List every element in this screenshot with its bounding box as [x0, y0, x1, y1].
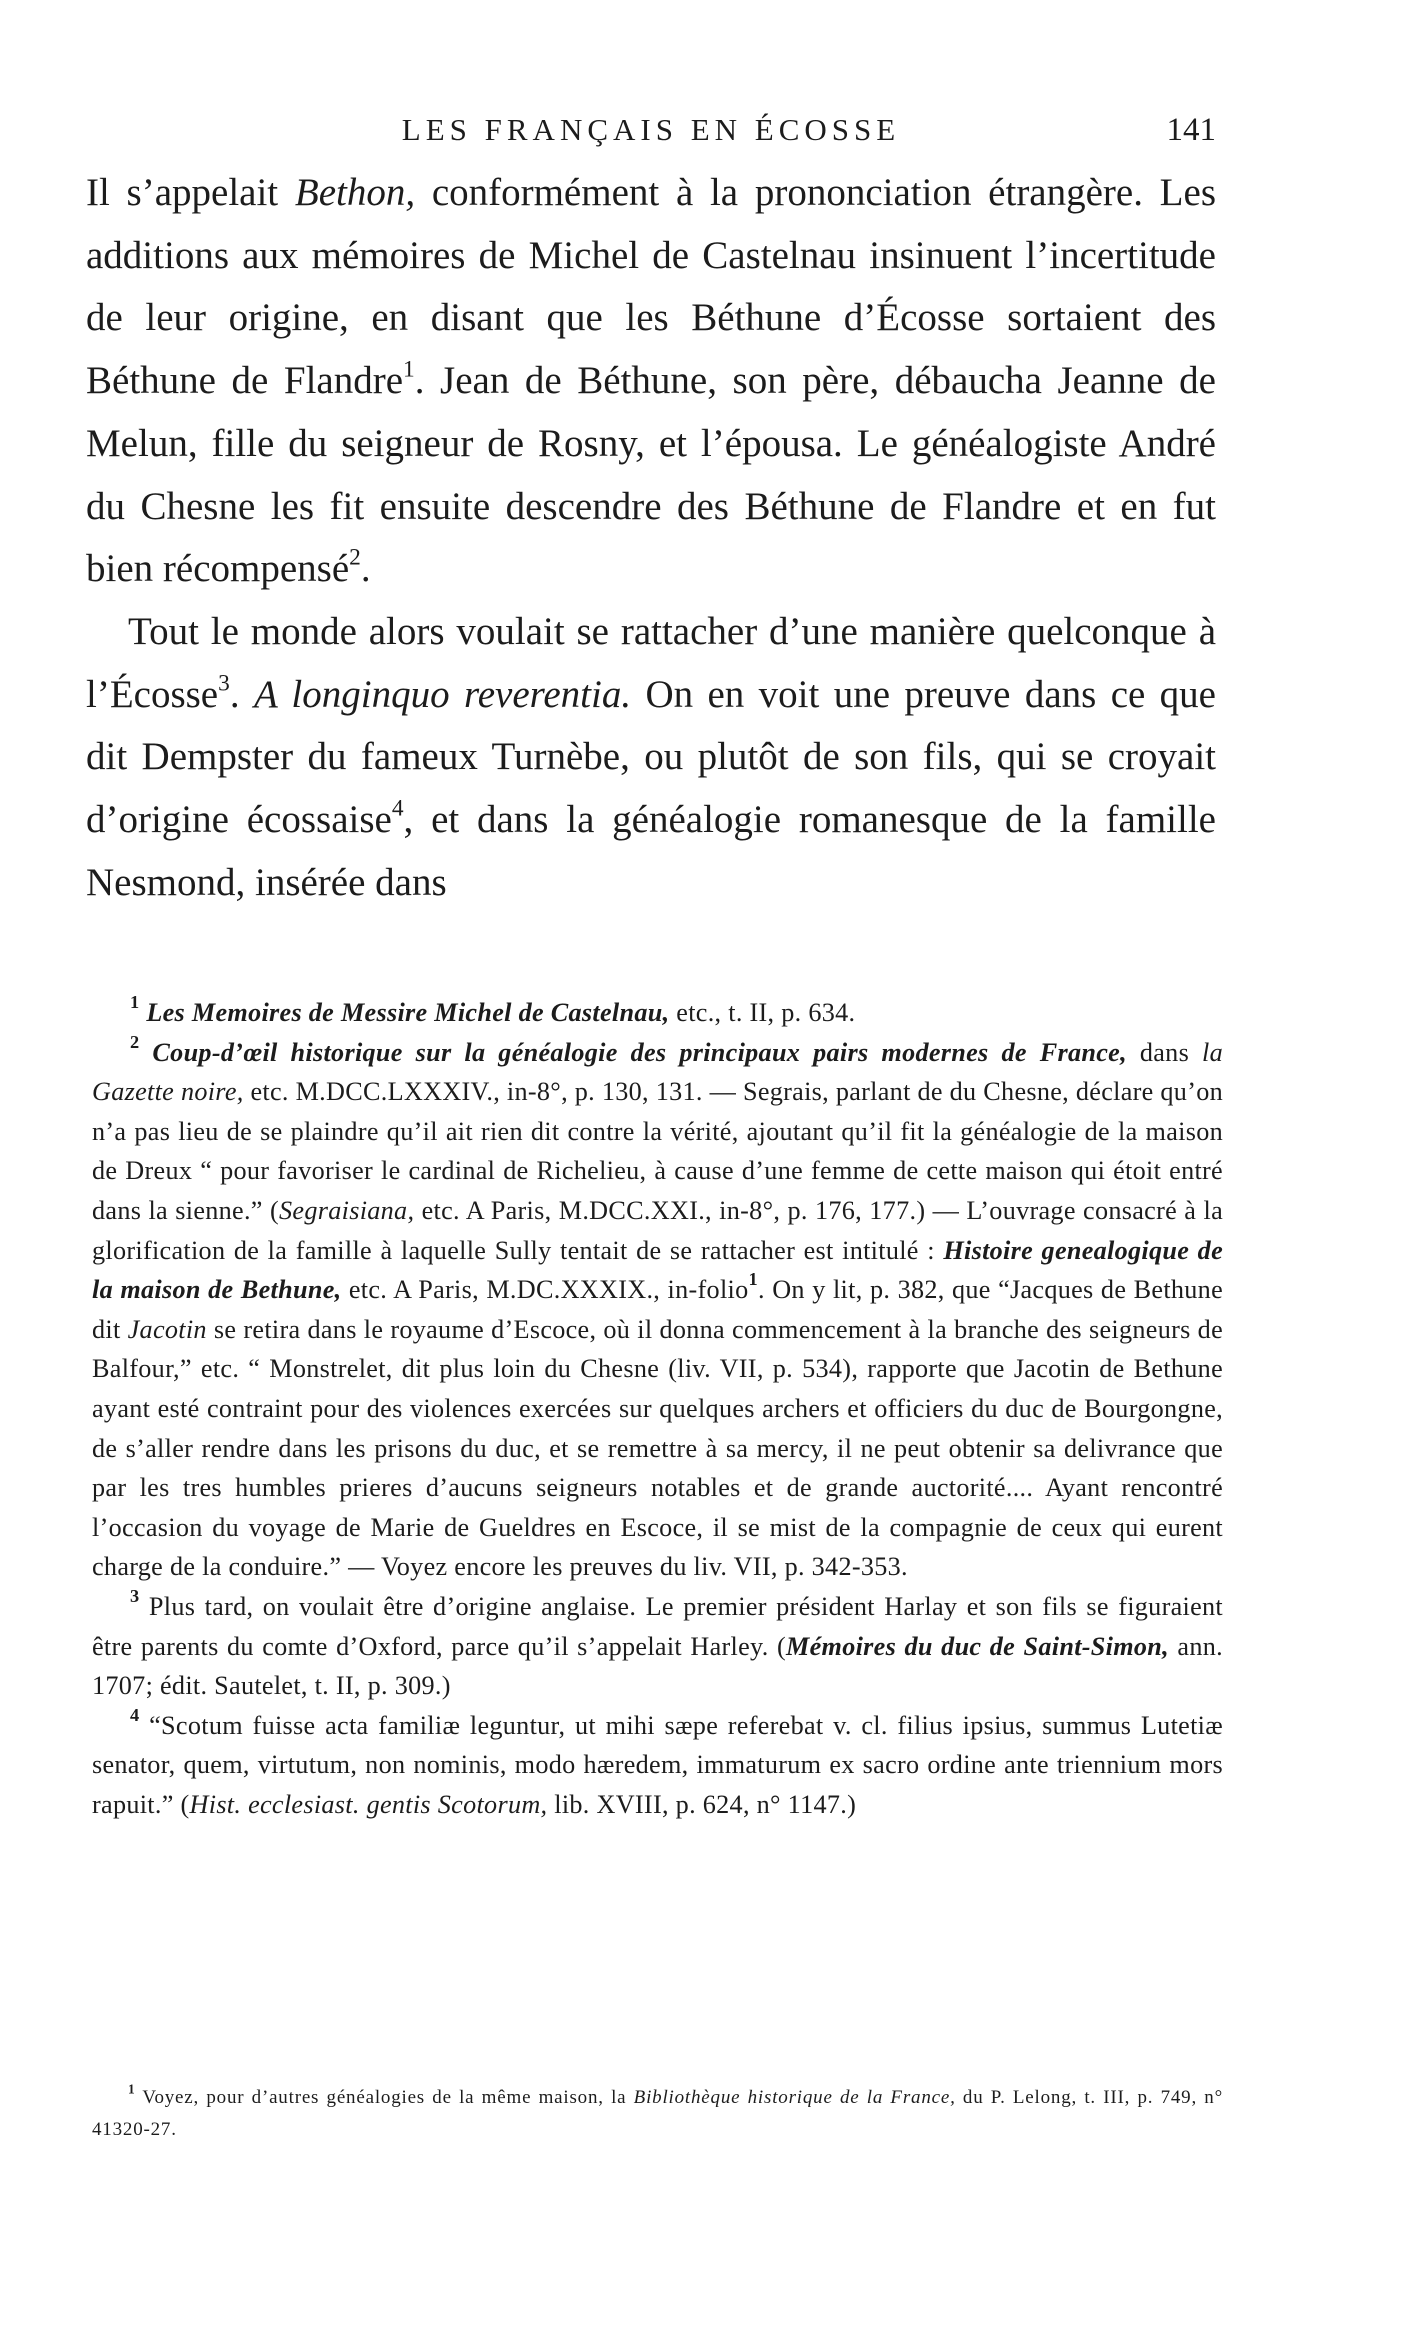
subnote-ref: 1 [748, 1269, 758, 1290]
text-run: On en voit une preuve dans ce que dit Dempster du fameux Turnèbe, ou plutôt de son fils, qui se croyait d’origine écossaise [86, 672, 1216, 842]
title-italic: Hist. ecclesiast. gentis Scotorum, [189, 1789, 548, 1819]
text-run: Il s’appelait [86, 171, 295, 214]
title-italic: Coup-d’œil historique sur la généalogie des principaux pairs modernes de France, [152, 1037, 1127, 1067]
sub-footnote-1 [92, 2082, 1223, 2146]
text-run: etc. A Paris, M.DC.XXXIX., in-folio [341, 1275, 749, 1305]
text-run: “Scotum fuisse acta familiæ leguntur, ut mihi sæpe referebat v. cl. filius ipsius, summus Lutetiæ senator, quem, virtutum, non nominis, modo hæredem, immaturum ex sacro ordine ante triennium mors rapuit.” ( [92, 1710, 1223, 1819]
name-italic: Jacotin [127, 1314, 207, 1344]
text-run: , et dans la généalogie romanesque de la famille Nesmond, insérée dans [86, 798, 1216, 904]
text-run: . Jean de Béthune, son père, débaucha Jeanne de Melun, fille du seigneur de Rosny, et l’épousa. Le généalogiste André du Chesne les fit ensuite descendre des Béthune de Flandre et en fut bien récompensé [86, 359, 1216, 591]
title-italic: Bibliothèque historique de la France, [633, 2087, 956, 2108]
footnote-mark: 1 [128, 2081, 136, 2097]
title-italic: Histoire genealogique de la maison de Bethune, [92, 1235, 1224, 1305]
footnote-mark: 3 [130, 1586, 140, 1607]
text-run: etc., t. II, p. 634. [669, 998, 856, 1027]
text-run: lib. XVIII, p. 624, n° 1147.) [547, 1789, 857, 1819]
footnote-ref: 2 [349, 544, 361, 571]
text-run: . On y lit, p. 382, que “Jacques de Bethune dit [92, 1275, 1224, 1344]
footnote-ref: 1 [403, 356, 415, 383]
text-run: conformément à la prononciation étrangère. Les additions aux mémoires de Michel de Castelnau insinuent l’incertitude de leur origine, en disant que les Béthune d’Écosse sortaient des Béthune de Flandre [86, 171, 1216, 403]
footnote-ref: 3 [218, 670, 230, 697]
title-italic: la Gazette noire, [92, 1037, 1223, 1107]
footnote-ref: 4 [391, 795, 404, 822]
running-title: LES FRANÇAIS EN ÉCOSSE [401, 112, 901, 147]
title-italic: Les Memoires de Messire Michel de Castelnau, [146, 998, 670, 1027]
text-run: Plus tard, on voulait être d’origine anglaise. Le premier président Harlay et son fils se figuraient être parents du comte d’Oxford, parce qu’il s’appelait Harley. ( [92, 1591, 1223, 1661]
text-run: Tout le monde alors voulait se rattacher d’une manière quelconque à l’Écosse [86, 609, 1216, 716]
text-run: dans [1126, 1037, 1202, 1067]
footnote-4 [92, 1706, 1223, 1825]
title-italic: Segraisiana, [279, 1195, 415, 1225]
text-run: se retira dans le royaume d’Escoce, où il donna commencement à la branche des seigneurs de Balfour,” etc. “ Monstrelet, dit plus loin du Chesne (liv. VII, p. 534), rapporte que Jacotin de Bethune ayant esté contraint pour des violences exercées sur quelques archers et officiers du duc de Bourgongne, de s’aller rendre dans les prisons du duc, et se remettre à sa mercy, il ne peut obtenir sa delivrance que par les tres humbles prieres d’aucuns seigneurs notables et de grande auctorité.... Ayant rencontré l’occasion du voyage de Marie de Gueldres en Escoce, il se mist de la compagnie de ceux qui eurent charge de la conduire.” — Voyez encore les preuves du liv. VII, p. 342-353. [92, 1314, 1223, 1582]
text-run: du P. Lelong, t. III, p. 749, n° 41320-27. [92, 2087, 1223, 2140]
footnote-mark: 2 [130, 1031, 140, 1052]
title-italic: Mémoires du duc de Saint-Simon, [786, 1631, 1170, 1661]
paragraph-1 [86, 162, 1216, 601]
latin-quote: A longinquo reverentia. [253, 672, 632, 716]
paragraph-2 [86, 601, 1216, 915]
footnote-2 [92, 1033, 1223, 1587]
text-run: . [229, 672, 254, 716]
italic-name: Bethon, [294, 171, 416, 214]
page-number: 141 [1166, 112, 1216, 148]
footnote-mark: 4 [130, 1704, 140, 1725]
page-header [86, 112, 1216, 156]
footnotes [92, 993, 1223, 1824]
footnote-1 [92, 993, 1223, 1033]
text-run: etc. M.DCC.LXXXIV., in-8°, p. 130, 131. — Segrais, parlant de du Chesne, déclare qu’on n’a pas lieu de se plaindre qu’il ait rien dit contre la vérité, ajoutant qu’il fit la généalogie de la maison de Dreux “ pour favoriser le cardinal de Richelieu, à cause d’une femme de cette maison qui étoit entré dans la sienne.” ( [92, 1077, 1224, 1225]
text-run: ann. 1707; édit. Sautelet, t. II, p. 309.) [92, 1631, 1223, 1701]
text-run: etc. A Paris, M.DCC.XXI., in-8°, p. 176, 177.) — L’ouvrage consacré à la glorification de la famille à laquelle Sully tentait de se rattacher est intitulé : [92, 1195, 1223, 1265]
footnote-3 [92, 1587, 1223, 1706]
text-run: Voyez, pour d’autres généalogies de la même maison, la [135, 2087, 634, 2108]
sub-footnote [92, 2082, 1223, 2146]
main-text [86, 162, 1216, 914]
text-run: . [360, 547, 371, 591]
footnote-mark: 1 [130, 992, 140, 1013]
